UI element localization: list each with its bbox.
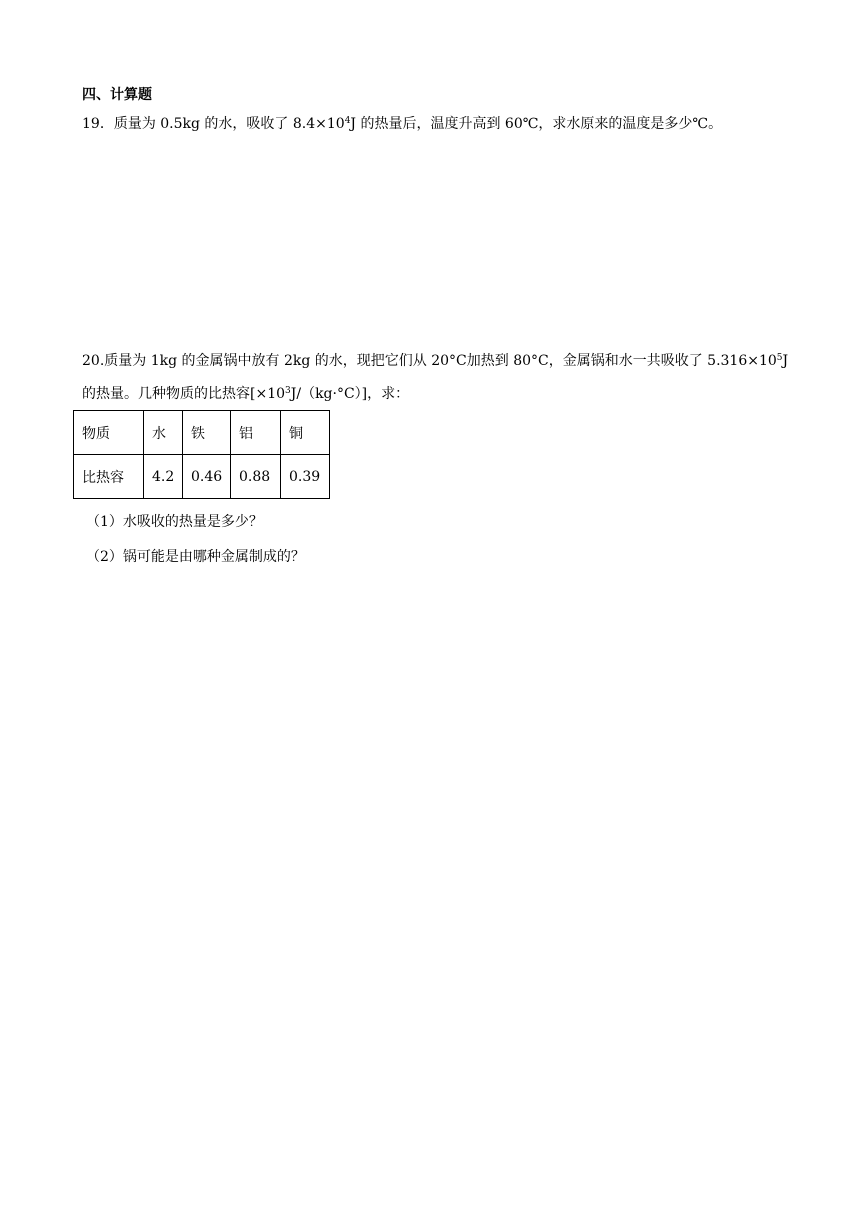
table-cell: 0.88 xyxy=(231,455,281,499)
question-20-line-2 xyxy=(82,383,409,403)
question-19-prefix: 19．质量为 0.5kg 的水，吸收了 8.4×10 xyxy=(82,116,345,132)
question-20-line-1-exponent: 5 xyxy=(776,353,783,363)
question-19-suffix: J 的热量后，温度升高到 60℃，求水原来的温度是多少℃。 xyxy=(350,116,723,132)
table-cell: 物质 xyxy=(74,411,144,455)
table-cell: 0.46 xyxy=(183,455,231,499)
specific-heat-table xyxy=(73,410,330,499)
table-cell: 铝 xyxy=(231,411,281,455)
question-19-exponent: 4 xyxy=(344,116,351,126)
table-cell: 铜 xyxy=(281,411,330,455)
question-20-line-2-exponent: 3 xyxy=(285,386,291,396)
table-row xyxy=(74,455,330,499)
table-cell: 0.39 xyxy=(281,455,330,499)
section-title: 四、计算题 xyxy=(82,87,152,103)
question-20-line-1 xyxy=(82,350,788,370)
sub-question-2: （2）锅可能是由哪种金属制成的？ xyxy=(86,549,305,565)
question-19 xyxy=(82,113,722,133)
table-header-row xyxy=(74,411,330,455)
specific-heat-table-wrapper xyxy=(73,410,330,499)
sub-question-1: （1）水吸收的热量是多少？ xyxy=(86,514,263,530)
table-cell: 比热容 xyxy=(74,455,144,499)
question-20-line-2-suffix: J/（kg·°C）]，求： xyxy=(290,386,410,402)
question-20-line-2-prefix: 的热量。几种物质的比热容[×10 xyxy=(82,386,286,402)
table-cell: 铁 xyxy=(183,411,231,455)
question-20-line-1-prefix: 20.质量为 1kg 的金属锅中放有 2kg 的水，现把它们从 20°C加热到 80°C，金属锅和水一共吸收了 5.316×10 xyxy=(82,353,777,369)
table-cell: 水 xyxy=(144,411,183,455)
table-cell: 4.2 xyxy=(144,455,183,499)
question-20-line-1-suffix: J xyxy=(782,353,789,369)
